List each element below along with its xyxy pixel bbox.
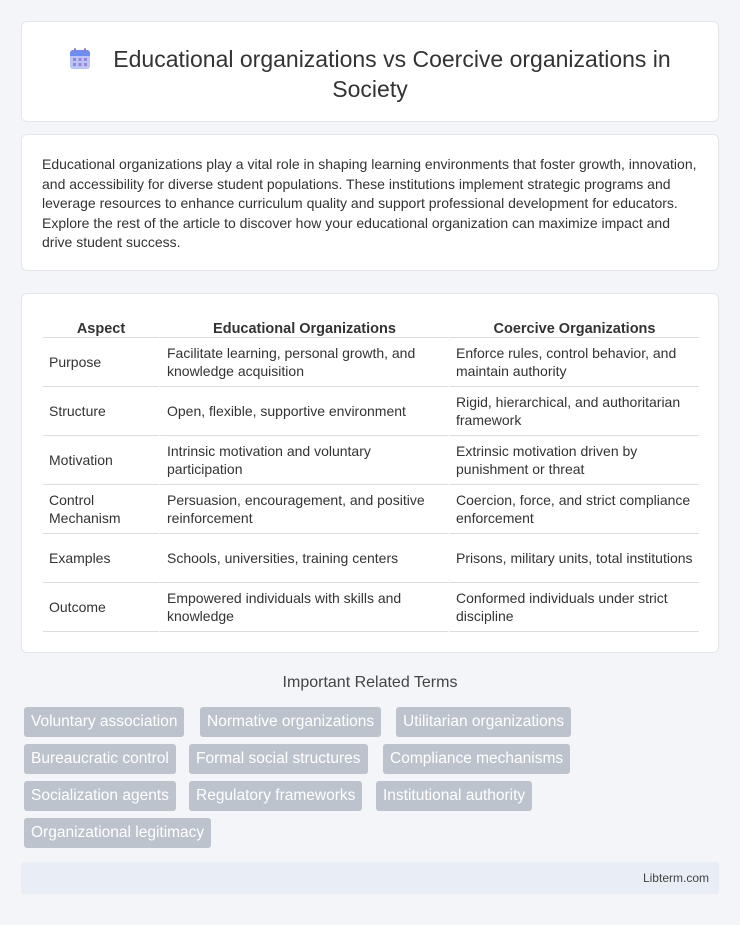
- tag-bureaucratic-control[interactable]: Bureaucratic control: [24, 744, 176, 774]
- table-row: [43, 583, 699, 632]
- related-terms-heading: Important Related Terms: [282, 674, 458, 691]
- tag-compliance-mechanisms[interactable]: Compliance mechanisms: [383, 744, 570, 774]
- row-aspect: Examples: [43, 534, 159, 583]
- intro-paragraph: Educational organizations play a vital role in shaping learning environments that foster growth, innovation, and accessibility for diverse student populations. These institutions implement strategic programs and leverage resources to enhance curriculum quality and support professional development for educators. Explore the rest of the article to discover how your educational organization can maximize impact and drive student success.: [42, 156, 697, 251]
- row-coercive: Prisons, military units, total institutions: [448, 534, 699, 583]
- row-aspect: Outcome: [43, 583, 159, 632]
- row-educational: Intrinsic motivation and voluntary participation: [159, 436, 448, 485]
- row-coercive: Conformed individuals under strict discipline: [448, 583, 699, 632]
- footer: [21, 862, 719, 894]
- row-educational: Empowered individuals with skills and knowledge: [159, 583, 448, 632]
- table-row: [43, 338, 699, 387]
- title-card: [21, 21, 719, 122]
- page-title: Educational organizations vs Coercive organizations in Society: [113, 46, 671, 102]
- tag-socialization-agents[interactable]: Socialization agents: [24, 781, 176, 811]
- tag-organizational-legitimacy[interactable]: Organizational legitimacy: [24, 818, 211, 848]
- row-aspect: Purpose: [43, 338, 159, 387]
- page-title-wrap: [22, 44, 718, 104]
- header-coercive: Coercive Organizations: [448, 316, 699, 338]
- tag-normative-organizations[interactable]: Normative organizations: [200, 707, 381, 737]
- row-aspect: Structure: [43, 387, 159, 436]
- table-row: [43, 534, 699, 583]
- footer-site-link[interactable]: Libterm.com: [642, 871, 709, 885]
- intro-card: [21, 134, 719, 271]
- row-educational: Schools, universities, training centers: [159, 534, 448, 583]
- row-coercive: Rigid, hierarchical, and authoritarian framework: [448, 387, 699, 436]
- tag-institutional-authority[interactable]: Institutional authority: [376, 781, 532, 811]
- row-educational: Persuasion, encouragement, and positive reinforcement: [159, 485, 448, 534]
- row-aspect: Control Mechanism: [43, 485, 159, 534]
- header-aspect: Aspect: [43, 316, 159, 338]
- tag-formal-social-structures[interactable]: Formal social structures: [189, 744, 368, 774]
- row-aspect: Motivation: [43, 436, 159, 485]
- table-row: [43, 436, 699, 485]
- row-educational: Open, flexible, supportive environment: [159, 387, 448, 436]
- table-header-row: [43, 316, 699, 338]
- table-row: [43, 387, 699, 436]
- calendar-grid-icon: [69, 48, 91, 70]
- comparison-table: [43, 316, 699, 632]
- tag-voluntary-association[interactable]: Voluntary association: [24, 707, 184, 737]
- table-row: [43, 485, 699, 534]
- tag-regulatory-frameworks[interactable]: Regulatory frameworks: [189, 781, 362, 811]
- comparison-table-card: [21, 293, 719, 653]
- tag-utilitarian-organizations[interactable]: Utilitarian organizations: [396, 707, 571, 737]
- row-coercive: Extrinsic motivation driven by punishment or threat: [448, 436, 699, 485]
- header-educational: Educational Organizations: [159, 316, 448, 338]
- row-coercive: Enforce rules, control behavior, and maintain authority: [448, 338, 699, 387]
- row-coercive: Coercion, force, and strict compliance enforcement: [448, 485, 699, 534]
- row-educational: Facilitate learning, personal growth, and knowledge acquisition: [159, 338, 448, 387]
